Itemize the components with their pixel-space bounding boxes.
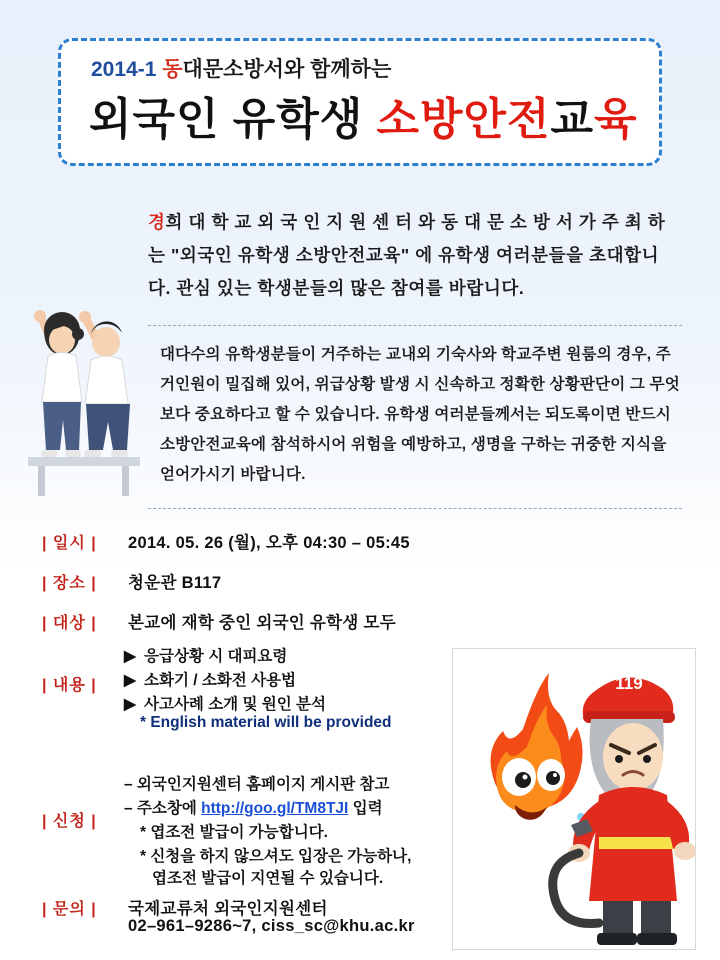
title-main-part1: 외국인 유학생 — [89, 95, 377, 144]
divider-bottom — [148, 508, 682, 509]
label-date: | 일시 | — [42, 535, 97, 552]
title-box — [58, 38, 662, 166]
contact-office: 국제교류처 외국인지원센터 — [128, 900, 328, 918]
apply-line-4: * 신청을 하지 않으셔도 입장은 가능하나, — [140, 848, 412, 865]
value-date: 2014. 05. 26 (월), 오후 04:30 – 05:45 — [128, 534, 410, 552]
content-item-2 — [124, 668, 296, 690]
triangle-bullet-icon: ▶ — [124, 696, 136, 713]
title-year: 2014-1 — [91, 58, 163, 81]
title-main-red2: 육 — [594, 95, 638, 144]
application-url-link[interactable]: http://goo.gl/TM8TJI — [201, 800, 349, 817]
apply-line-2 — [124, 796, 383, 818]
apply-line-2-prefix: – 주소창에 — [124, 800, 202, 817]
title-subheading — [91, 53, 391, 83]
intro-text: 희 대 학 교 외 국 인 지 원 센 터 와 동 대 문 소 방 서 가 주 최 하 는 "외국인 유학생 소방안전교육" 에 유학생 여러분들을 초대합니다. 관심 있는 학생분들의 많은 참여를 바랍니다. — [148, 212, 666, 298]
triangle-bullet-icon: ▶ — [124, 672, 136, 689]
content-item-1-label: 응급상황 시 대피요령 — [144, 648, 288, 665]
helmet-number-text: 119 — [615, 674, 643, 693]
body-paragraph: 대다수의 유학생분들이 거주하는 교내외 기숙사와 학교주변 원룸의 경우, 주거인원이 밀집해 있어, 위급상황 발생 시 신속하고 정확한 상황판단이 그 무엇보다 중요하다고 할 수 있습니다. 유학생 여러분들께서는 되도록이면 반드시 소방안전교육에 참석하시어 위험을 예방하고, 생명을 구하는 귀중한 지식을 얻어가시기 바랍니다. — [160, 346, 680, 483]
triangle-bullet-icon: ▶ — [124, 648, 136, 665]
apply-line-1: – 외국인지원센터 홈페이지 게시판 참고 — [124, 776, 390, 793]
label-place: | 장소 | — [42, 575, 97, 592]
divider-top — [148, 325, 682, 326]
intro-paragraph — [148, 206, 682, 305]
content-item-1 — [124, 644, 287, 666]
value-place: 청운관 B117 — [128, 574, 222, 592]
title-subheading-rest: 대문소방서와 함께하는 — [182, 58, 392, 81]
page-title — [89, 83, 638, 147]
value-target: 본교에 재학 중인 외국인 유학생 모두 — [128, 614, 397, 632]
title-main-part2: 교 — [550, 95, 595, 144]
title-accent-char: 동 — [162, 58, 183, 81]
contact-details: 02–961–9286~7, ciss_sc@khu.ac.kr — [128, 917, 415, 935]
apply-line-5: 엽조전 발급이 지연될 수 있습니다. — [152, 870, 384, 887]
content-item-3-label: 사고사례 소개 및 원인 분석 — [144, 696, 326, 713]
label-apply: | 신청 | — [42, 813, 97, 830]
content-note-english: * English material will be provided — [140, 714, 392, 731]
content-item-2-label: 소화기 / 소화전 사용법 — [144, 672, 296, 689]
firefighter-illustration — [452, 648, 696, 950]
content-item-3 — [124, 692, 326, 714]
children-illustration — [18, 268, 148, 500]
title-main-red1: 소방안전 — [376, 95, 551, 144]
apply-line-3: * 엽조전 발급이 가능합니다. — [140, 824, 328, 841]
label-contact: | 문의 | — [42, 901, 97, 918]
label-target: | 대상 | — [42, 615, 97, 632]
apply-line-2-suffix: 입력 — [348, 800, 383, 817]
intro-first-char: 경 — [148, 212, 166, 232]
label-content: | 내용 | — [42, 677, 97, 694]
